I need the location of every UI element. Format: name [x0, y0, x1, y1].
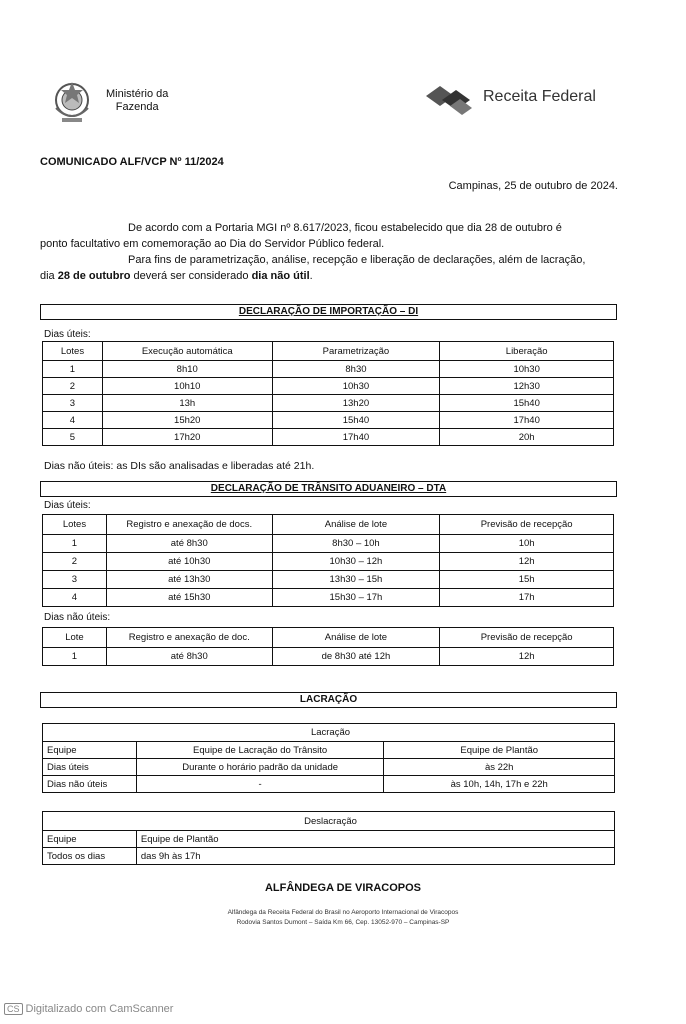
- di-cell: 12h30: [440, 378, 614, 395]
- dta-row: [43, 589, 614, 607]
- dta-cell: até 10h30: [106, 553, 272, 571]
- camscanner-text: Digitalizado com CamScanner: [25, 1003, 174, 1015]
- deslacracao-cell: Equipe: [43, 831, 137, 848]
- di-row: [43, 429, 614, 446]
- di-header-cell: Liberação: [440, 342, 614, 361]
- camscanner-icon: CS: [4, 1003, 23, 1015]
- di-row: [43, 378, 614, 395]
- dta-table: [42, 514, 614, 607]
- lacracao-cell: -: [136, 776, 384, 793]
- di-cell: 13h20: [272, 395, 440, 412]
- camscanner-watermark: [4, 1003, 173, 1015]
- paragraph-2-line-2: [40, 268, 620, 284]
- di-row: [43, 395, 614, 412]
- di-cell: 3: [43, 395, 103, 412]
- paragraph-1-line-1: De acordo com a Portaria MGI nº 8.617/2023, ficou estabelecido que dia 28 de outubro é: [128, 222, 562, 234]
- lacracao-table-title: Lacração: [43, 724, 615, 742]
- dta-cell: 15h: [440, 571, 614, 589]
- di-header-cell: Parametrização: [272, 342, 440, 361]
- di-cell: 8h10: [102, 361, 272, 378]
- para2-bold-status: dia não útil: [251, 270, 310, 282]
- lacracao-cell: Dias não úteis: [43, 776, 137, 793]
- ministry-line-2: Fazenda: [115, 101, 159, 113]
- lacracao-cell: Dias úteis: [43, 759, 137, 776]
- deslacracao-cell: das 9h às 17h: [136, 848, 614, 865]
- deslacracao-cell: Todos os dias: [43, 848, 137, 865]
- deslacracao-table-title: Deslacração: [43, 812, 615, 831]
- dta-banner: DECLARAÇÃO DE TRÂNSITO ADUANEIRO – DTA: [40, 481, 617, 497]
- dta2-header-cell: Lote: [43, 628, 107, 648]
- lacracao-cell: Equipe de Plantão: [384, 742, 615, 759]
- document-date: Campinas, 25 de outubro de 2024.: [448, 180, 618, 192]
- di-cell: 13h: [102, 395, 272, 412]
- dta-header-cell: Previsão de recepção: [440, 515, 614, 535]
- di-cell: 1: [43, 361, 103, 378]
- di-cell: 15h40: [440, 395, 614, 412]
- agency-name: Receita Federal: [483, 88, 596, 105]
- dta2-cell: 1: [43, 648, 107, 666]
- lacracao-cell: Equipe de Lacração do Trânsito: [136, 742, 384, 759]
- dta-header-row: [43, 515, 614, 535]
- dta2-cell: de 8h30 até 12h: [272, 648, 440, 666]
- lacracao-cell: Durante o horário padrão da unidade: [136, 759, 384, 776]
- paragraph-1: [40, 220, 620, 252]
- di-cell: 4: [43, 412, 103, 429]
- dta-cell: 2: [43, 553, 107, 571]
- dta2-row: [43, 648, 614, 666]
- dta-label-dias-nao-uteis: Dias não úteis:: [44, 612, 111, 623]
- para2-text-a: dia: [40, 270, 58, 282]
- di-cell: 17h40: [272, 429, 440, 446]
- di-cell: 2: [43, 378, 103, 395]
- di-cell: 17h20: [102, 429, 272, 446]
- para2-bold-date: 28 de outubro: [57, 270, 131, 282]
- dta2-header-cell: Registro e anexação de doc.: [106, 628, 272, 648]
- lacracao-banner: LACRAÇÃO: [40, 692, 617, 708]
- dta-header-cell: Lotes: [43, 515, 107, 535]
- di-header-row: [43, 342, 614, 361]
- lacracao-row: [43, 776, 615, 793]
- di-table: [42, 341, 614, 446]
- paragraph-2-line-1: Para fins de parametrização, análise, recepção e liberação de declarações, além de lacração,: [128, 254, 586, 266]
- document-title: COMUNICADO ALF/VCP Nº 11/2024: [40, 156, 224, 168]
- footer-address-line-2: Rodovia Santos Dumont – Saída Km 66, Cep. 13052-970 – Campinas-SP: [236, 919, 450, 926]
- di-cell: 20h: [440, 429, 614, 446]
- deslacracao-row: [43, 831, 615, 848]
- dta-header-cell: Análise de lote: [272, 515, 440, 535]
- dta2-cell: até 8h30: [106, 648, 272, 666]
- dta-row: [43, 535, 614, 553]
- deslacracao-row: [43, 848, 615, 865]
- dta2-header-row: [43, 628, 614, 648]
- lacracao-title-row: [43, 724, 615, 742]
- lacracao-table: [42, 723, 615, 793]
- di-cell: 5: [43, 429, 103, 446]
- di-row: [43, 361, 614, 378]
- dta-cell: 1: [43, 535, 107, 553]
- di-cell: 8h30: [272, 361, 440, 378]
- dta-cell: até 13h30: [106, 571, 272, 589]
- di-banner: DECLARAÇÃO DE IMPORTAÇÃO – DI: [40, 304, 617, 320]
- di-header-cell: Execução automática: [102, 342, 272, 361]
- dta-cell: até 8h30: [106, 535, 272, 553]
- di-cell: 15h20: [102, 412, 272, 429]
- lacracao-row: [43, 759, 615, 776]
- dta-cell: 8h30 – 10h: [272, 535, 440, 553]
- dta-cell: 4: [43, 589, 107, 607]
- dta-nao-uteis-table: [42, 627, 614, 666]
- dta-cell: 10h: [440, 535, 614, 553]
- dta-row: [43, 571, 614, 589]
- footer-title: ALFÂNDEGA DE VIRACOPOS: [264, 882, 422, 894]
- receita-federal-logo-icon: [424, 82, 480, 116]
- di-cell: 17h40: [440, 412, 614, 429]
- paragraph-1-line-2: ponto facultativo em comemoração ao Dia do Servidor Público federal.: [40, 238, 385, 250]
- di-cell: 15h40: [272, 412, 440, 429]
- lacracao-row: [43, 742, 615, 759]
- dta-cell: até 15h30: [106, 589, 272, 607]
- di-note: Dias não úteis: as DIs são analisadas e liberadas até 21h.: [44, 460, 315, 472]
- di-header-cell: Lotes: [43, 342, 103, 361]
- para2-text-c: .: [309, 270, 313, 282]
- lacracao-cell: às 10h, 14h, 17h e 22h: [384, 776, 615, 793]
- ministry-name: [106, 88, 168, 114]
- dta-cell: 3: [43, 571, 107, 589]
- ministry-line-1: Ministério da: [106, 88, 169, 100]
- para2-text-b: deverá ser considerado: [130, 270, 252, 282]
- deslacracao-cell: Equipe de Plantão: [136, 831, 614, 848]
- di-cell: 10h30: [440, 361, 614, 378]
- dta-cell: 15h30 – 17h: [272, 589, 440, 607]
- lacracao-cell: às 22h: [384, 759, 615, 776]
- dta-cell: 12h: [440, 553, 614, 571]
- dta2-cell: 12h: [440, 648, 614, 666]
- di-label-dias-uteis: Dias úteis:: [44, 329, 91, 340]
- dta2-header-cell: Previsão de recepção: [440, 628, 614, 648]
- deslacracao-table: [42, 811, 615, 865]
- dta2-header-cell: Análise de lote: [272, 628, 440, 648]
- di-cell: 10h10: [102, 378, 272, 395]
- footer-address-line-1: Alfândega da Receita Federal do Brasil no Aeroporto Internacional de Viracopos: [227, 909, 459, 916]
- di-cell: 10h30: [272, 378, 440, 395]
- lacracao-cell: Equipe: [43, 742, 137, 759]
- dta-cell: 17h: [440, 589, 614, 607]
- coat-of-arms-icon: [48, 78, 96, 126]
- dta-cell: 13h30 – 15h: [272, 571, 440, 589]
- deslacracao-title-row: [43, 812, 615, 831]
- di-row: [43, 412, 614, 429]
- dta-header-cell: Registro e anexação de docs.: [106, 515, 272, 535]
- dta-label-dias-uteis: Dias úteis:: [44, 500, 91, 511]
- dta-row: [43, 553, 614, 571]
- paragraph-2: [40, 252, 620, 284]
- dta-cell: 10h30 – 12h: [272, 553, 440, 571]
